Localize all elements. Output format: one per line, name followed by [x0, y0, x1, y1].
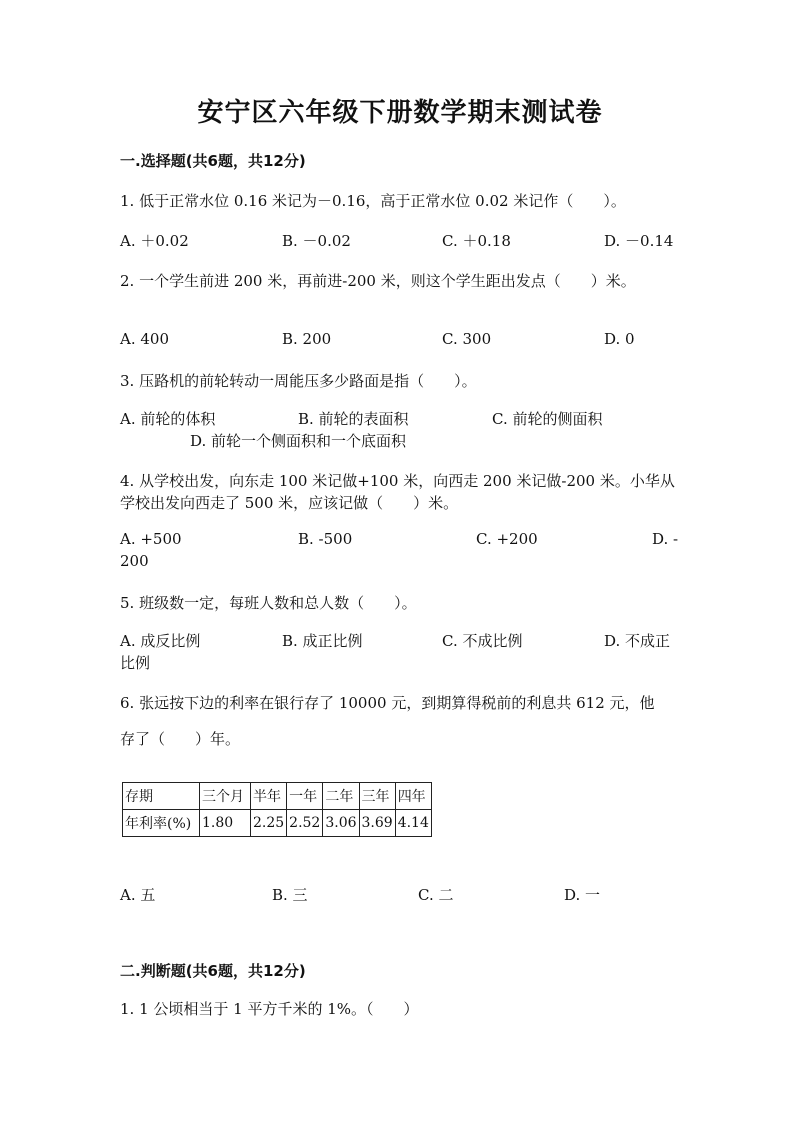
question-4-line1: 4. 从学校出发，向东走 100 米记做+100 米，向西走 200 米记做-200 米。小华从 — [120, 472, 675, 490]
section-header-judgement: 二.判断题(共6题，共12分) — [120, 962, 306, 980]
table-cell: 2.25 — [251, 810, 287, 837]
q1-option-a: A. ＋0.02 — [120, 232, 189, 250]
q1-option-b: B. －0.02 — [282, 232, 351, 250]
q1-option-d: D. －0.14 — [604, 232, 674, 250]
q5-option-c: C. 不成比例 — [442, 632, 523, 650]
q2-option-b: B. 200 — [282, 330, 332, 348]
question-5-text: 5. 班级数一定，每班人数和总人数（ ）。 — [120, 594, 417, 612]
table-cell: 4.14 — [395, 810, 431, 837]
q5-option-d-wrap: 比例 — [120, 654, 151, 672]
table-cell: 2.52 — [287, 810, 323, 837]
q4-option-a: A. +500 — [120, 530, 182, 548]
table-cell: 存期 — [123, 783, 200, 810]
q2-option-a: A. 400 — [120, 330, 169, 348]
question-4-line2: 学校出发向西走了 500 米，应该记做（ ）米。 — [120, 494, 459, 512]
q6-option-c: C. 二 — [418, 886, 454, 904]
question-2-text: 2. 一个学生前进 200 米，再前进-200 米，则这个学生距出发点（ ）米。 — [120, 272, 636, 290]
q5-option-a: A. 成反比例 — [120, 632, 201, 650]
table-cell: 三年 — [359, 783, 395, 810]
q2-option-d: D. 0 — [604, 330, 635, 348]
q3-option-d: D. 前轮一个侧面积和一个底面积 — [190, 432, 407, 450]
page-title: 安宁区六年级下册数学期末测试卷 — [197, 98, 603, 128]
table-cell: 半年 — [251, 783, 287, 810]
q4-option-d: D. - — [652, 530, 679, 548]
table-cell: 3.06 — [323, 810, 359, 837]
q3-option-c: C. 前轮的侧面积 — [492, 410, 603, 428]
table-row — [123, 810, 432, 837]
q5-option-b: B. 成正比例 — [282, 632, 363, 650]
q6-option-a: A. 五 — [120, 886, 156, 904]
q4-option-c: C. +200 — [476, 530, 538, 548]
table-cell: 三个月 — [200, 783, 251, 810]
table-cell: 3.69 — [359, 810, 395, 837]
table-cell: 四年 — [395, 783, 431, 810]
table-header-row — [123, 783, 432, 810]
table-cell: 年利率(%) — [123, 810, 200, 837]
q2-option-c: C. 300 — [442, 330, 492, 348]
table-cell: 二年 — [323, 783, 359, 810]
q5-option-d: D. 不成正 — [604, 632, 671, 650]
q4-option-d-wrap: 200 — [120, 552, 149, 570]
table-cell: 一年 — [287, 783, 323, 810]
table-cell: 1.80 — [200, 810, 251, 837]
q6-option-d: D. 一 — [564, 886, 601, 904]
q1-option-c: C. ＋0.18 — [442, 232, 511, 250]
question-6-line1: 6. 张远按下边的利率在银行存了 10000 元，到期算得税前的利息共 612 元，他 — [120, 694, 655, 712]
question-6-line2: 存了（ ）年。 — [120, 730, 241, 748]
section-header-choice: 一.选择题(共6题，共12分) — [120, 152, 306, 170]
q3-option-a: A. 前轮的体积 — [120, 410, 216, 428]
interest-rate-table — [122, 782, 432, 837]
q4-option-b: B. -500 — [298, 530, 353, 548]
q3-option-b: B. 前轮的表面积 — [298, 410, 409, 428]
question-3-text: 3. 压路机的前轮转动一周能压多少路面是指（ ）。 — [120, 372, 477, 390]
q6-option-b: B. 三 — [272, 886, 308, 904]
judgement-question-1-text: 1. 1 公顷相当于 1 平方千米的 1%。（ ） — [120, 1000, 419, 1018]
question-1-text: 1. 低于正常水位 0.16 米记为－0.16，高于正常水位 0.02 米记作（ ）。 — [120, 192, 626, 210]
